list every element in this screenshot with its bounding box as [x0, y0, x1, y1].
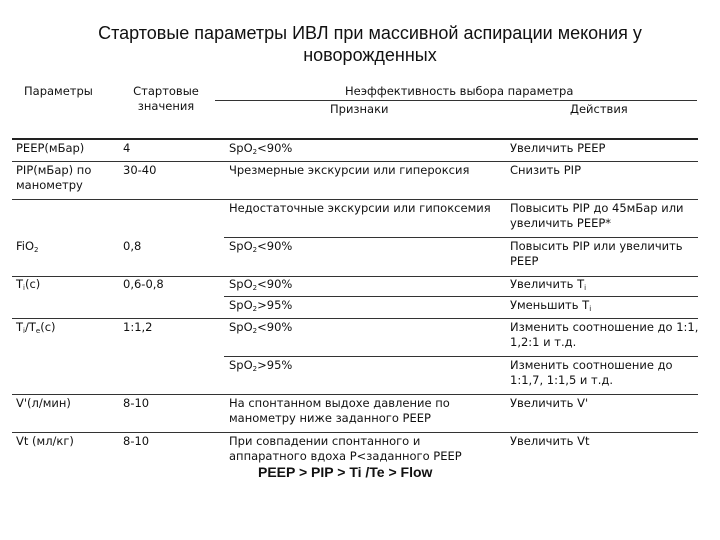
table-cell-param: FiO$_2$ — [16, 239, 39, 254]
header-subrule — [215, 100, 697, 101]
subrow-separator — [224, 296, 698, 297]
table-cell-start: 8-10 — [123, 434, 150, 448]
table-cell-param: $T_i(c)$ — [16, 277, 41, 292]
table-cell-param: PIP(мБар) по манометру — [16, 163, 92, 192]
table-cell-action: Увеличить PEEP — [510, 141, 606, 155]
table-cell-signs: SpO$_2$>95% — [229, 358, 293, 373]
table-cell-signs: Недостаточные экскурсии или гипоксемия — [229, 201, 491, 215]
table-cell-signs: SpO$_2$<90% — [229, 320, 293, 335]
row-separator — [12, 276, 698, 277]
table-cell-start: 4 — [123, 141, 131, 155]
header-bottom-rule — [12, 138, 698, 140]
row-separator — [12, 199, 698, 200]
table-cell-start: 8-10 — [123, 396, 150, 410]
table-cell-signs: SpO$_2$>95% — [229, 298, 293, 313]
table-cell-signs: SpO$_2$<90% — [229, 141, 293, 156]
table-cell-start: 0,6-0,8 — [123, 277, 164, 291]
table-cell-signs: При совпадении спонтанного и аппаратного вдоха P<заданного PEEP — [229, 434, 462, 463]
subrow-separator — [224, 237, 698, 238]
table-cell-signs: SpO$_2$<90% — [229, 277, 293, 292]
page-title: Стартовые параметры ИВЛ при массивной аспирации мекония у новорожденных — [98, 23, 642, 65]
header-parameters: Параметры — [24, 84, 93, 98]
header-ineffectiveness: Неэффективность выбора параметра — [345, 84, 574, 98]
priority-footer: PEEP > PIP > Ti /Te > Flow — [258, 464, 433, 480]
table-cell-signs: На спонтанном выдохе давление по манометру ниже заданного PEEP — [229, 396, 450, 425]
table-cell-param: Vt (мл/кг) — [16, 434, 74, 448]
row-separator — [12, 432, 698, 433]
table-cell-action: Увеличить V' — [510, 396, 589, 410]
header-actions: Действия — [570, 102, 628, 116]
table-cell-action: Изменить соотношение до 1:1, 1,2:1 и т.д. — [510, 320, 699, 349]
header-signs: Признаки — [330, 102, 389, 116]
table-cell-action: Увеличить Vt — [510, 434, 590, 448]
subrow-separator — [224, 356, 698, 357]
table-cell-signs: SpO$_2$<90% — [229, 239, 293, 254]
row-separator — [12, 394, 698, 395]
table-cell-start: 30-40 — [123, 163, 157, 177]
table-cell-action: Повысить PIP или увеличить PEEP — [510, 239, 683, 268]
table-cell-action: Уменьшить $T_i$ — [510, 298, 592, 313]
table-cell-action: Снизить PIP — [510, 163, 582, 177]
table-cell-param: $T_i/T_e(c)$ — [16, 320, 56, 335]
table-cell-action: Повысить PIP до 45мБар или увеличить PEEP* — [510, 201, 684, 230]
table-cell-start: 0,8 — [123, 239, 142, 253]
table-cell-signs: Чрезмерные экскурсии или гипероксия — [229, 163, 470, 177]
table-cell-action: Увеличить $T_i$ — [510, 277, 587, 292]
table-cell-start: 1:1,2 — [123, 320, 153, 334]
table-cell-param: V'(л/мин) — [16, 396, 71, 410]
table-cell-action: Изменить соотношение до 1:1,7, 1:1,5 и т.д. — [510, 358, 673, 387]
row-separator — [12, 161, 698, 162]
row-separator — [12, 318, 698, 319]
table-cell-param: PEEP(мБар) — [16, 141, 85, 155]
header-start-values: Стартовые значения — [133, 84, 199, 113]
